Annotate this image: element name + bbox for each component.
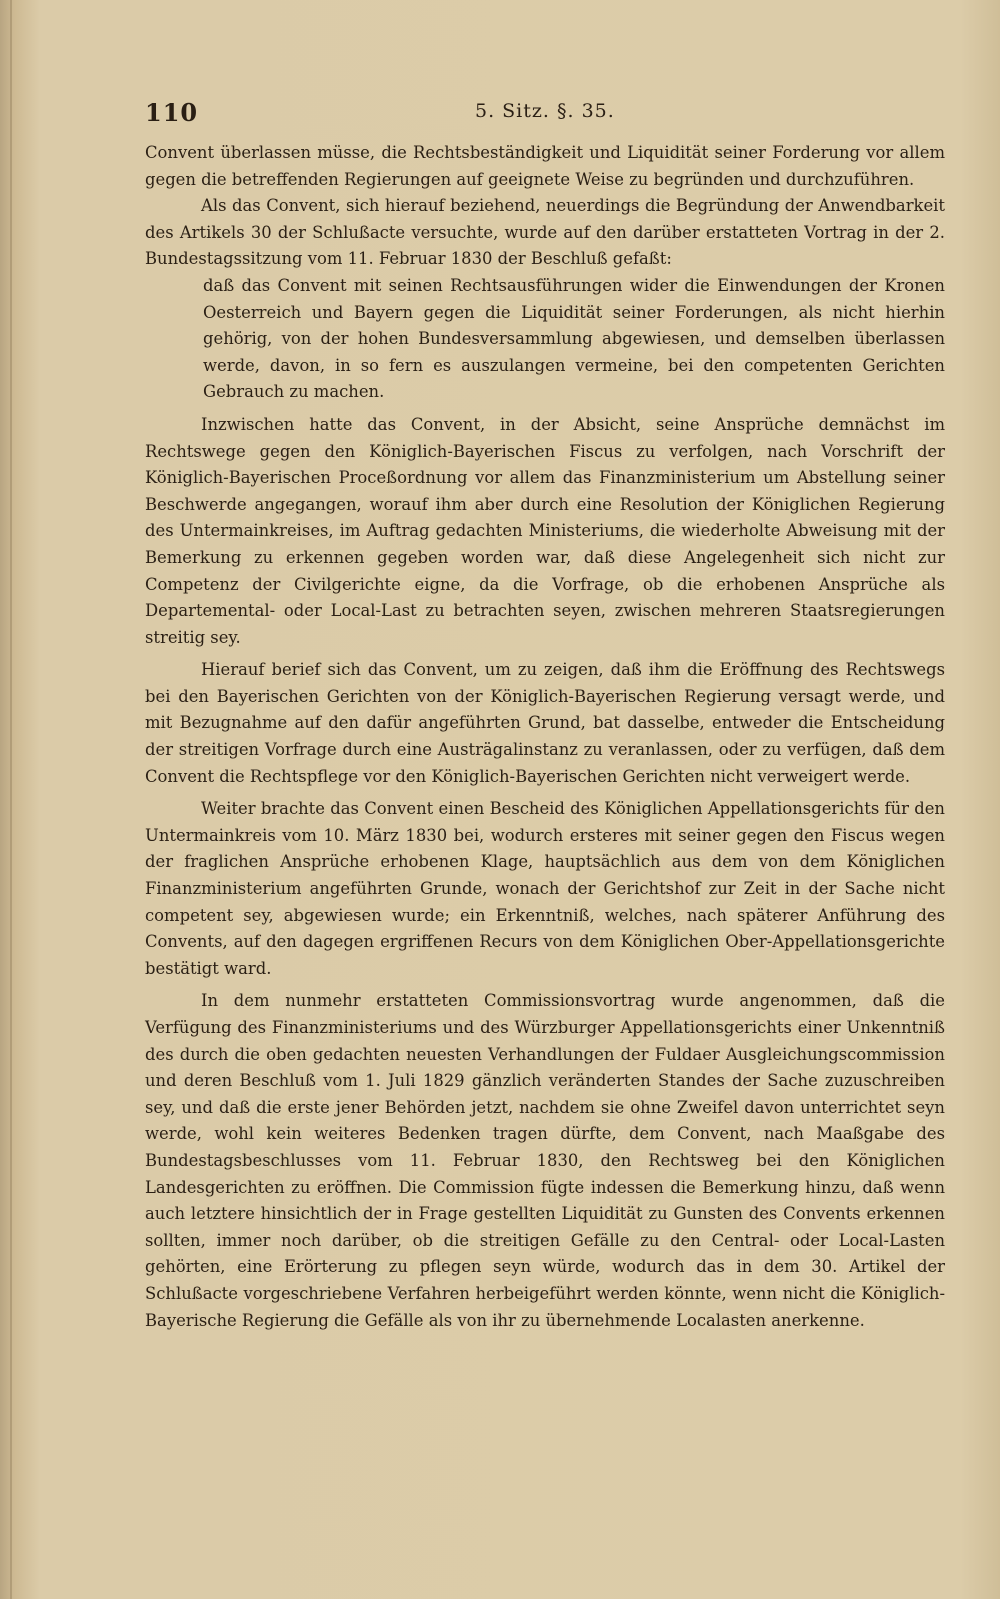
paragraph: Weiter brachte das Convent einen Bescheid des Königlichen Appellationsgerichts für den Untermainkreis vom 10. März 1830 bei, wodurch ersteres mit seiner gegen den Fiscus wegen der fraglichen Ansprüche erhobenen Klage, hauptsächlich aus dem von dem Königlichen Finanzministerium angeführten Grunde, wonach der Gerichtshof zur Zeit in der Sache nicht competent sey, abgewiesen wurde; ein Erkenntniß, welches, nach späterer Anführung des Convents, auf den dagegen ergriffenen Recurs von dem Königlichen Ober-Appellationsgerichte bestätigt ward.: [145, 799, 945, 978]
paragraph: In dem nunmehr erstatteten Commissionsvortrag wurde angenommen, daß die Verfügung des Finanzministeriums und des Würzburger Appellationsgerichts einer Unkenntniß des durch die oben gedachten neuesten Verhandlungen der Fuldaer Ausgleichungscommission und deren Beschluß vom 1. Juli 1829 gänzlich veränderten Standes der Sache zuzuschreiben sey, und daß die erste jener Behörden jetzt, nachdem sie ohne Zweifel davon unterrichtet seyn werde, wohl kein weiteres Bedenken tragen dürfte, dem Convent, nach Maaßgabe des Bundestagsbeschlusses vom 11. Februar 1830, den Rechtsweg bei den Königlichen Landesgerichten zu eröffnen. Die Commission fügte indessen die Bemerkung hinzu, daß wenn auch letztere hinsichtlich der in Frage gestellten Liquidität zu Gunsten des Convents erkennen sollten, immer noch darüber, ob die streitigen Gefälle zu den Central- oder Local-Lasten gehörten, eine Erörterung zu pflegen seyn würde, wodurch das in dem 30. Artikel der Schlußacte vorgeschriebene Verfahren herbeigeführt werden könnte, wenn nicht die Königlich-Bayerische Regierung die Gefälle als von ihr zu übernehmende Localasten anerkenne.: [145, 991, 945, 1330]
binding-edge: [10, 0, 12, 1599]
paragraph: Als das Convent, sich hierauf beziehend, neuerdings die Begründung der Anwendbarkeit des Artikels 30 der Schlußacte versuchte, wurde auf den darüber erstatteten Vortrag in der 2. Bundestagssitzung vom 11. Februar 1830 der Beschluß gefaßt:: [145, 196, 945, 269]
body-text: [145, 140, 945, 1334]
page-number: 110: [145, 98, 199, 127]
paragraph-continuation: Convent überlassen müsse, die Rechtsbeständigkeit und Liquidität seiner Forderung vor allem gegen die betreffenden Regierungen auf geeignete Weise zu begründen und durchzuführen.: [145, 143, 945, 189]
paragraph: Inzwischen hatte das Convent, in der Absicht, seine Ansprüche demnächst im Rechtswege gegen den Königlich-Bayerischen Fiscus zu verfolgen, nach Vorschrift der Königlich-Bayerischen Proceßordnung vor allem das Finanzministerium um Abstellung seiner Beschwerde angegangen, worauf ihm aber durch eine Resolution der Königlichen Regierung des Untermainkreises, im Auftrag gedachten Ministeriums, die wiederholte Abweisung mit der Bemerkung zu erkennen gegeben worden war, daß diese Angelegenheit sich nicht zur Competenz der Civilgerichte eigne, da die Vorfrage, ob die erhobenen Ansprüche als Departemental- oder Local-Last zu betrachten seyen, zwischen mehreren Staatsregierungen streitig sey.: [145, 414, 945, 647]
page-header: [145, 98, 875, 128]
running-head: 5. Sitz. §. 35.: [475, 100, 615, 122]
paragraph: Hierauf berief sich das Convent, um zu zeigen, daß ihm die Eröffnung des Rechtswegs bei den Bayerischen Gerichten von der Königlich-Bayerischen Regierung versagt werde, und mit Bezugnahme auf den dafür angeführten Grund, bat dasselbe, entweder die Entscheidung der streitigen Vorfrage durch eine Austrägalinstanz zu veranlassen, oder zu verfügen, daß dem Convent die Rechtspflege vor den Königlich-Bayerischen Gerichten nicht verweigert werde.: [145, 660, 945, 786]
quoted-resolution: daß das Convent mit seinen Rechtsausführungen wider die Einwendungen der Kronen Oesterreich und Bayern gegen die Liquidität seiner Forderungen, als nicht hierhin gehörig, von der hohen Bundesversammlung abgewiesen, und demselben überlassen werde, davon, in so fern es auszulangen vermeine, bei den competenten Gerichten Gebrauch zu machen.: [203, 275, 945, 402]
